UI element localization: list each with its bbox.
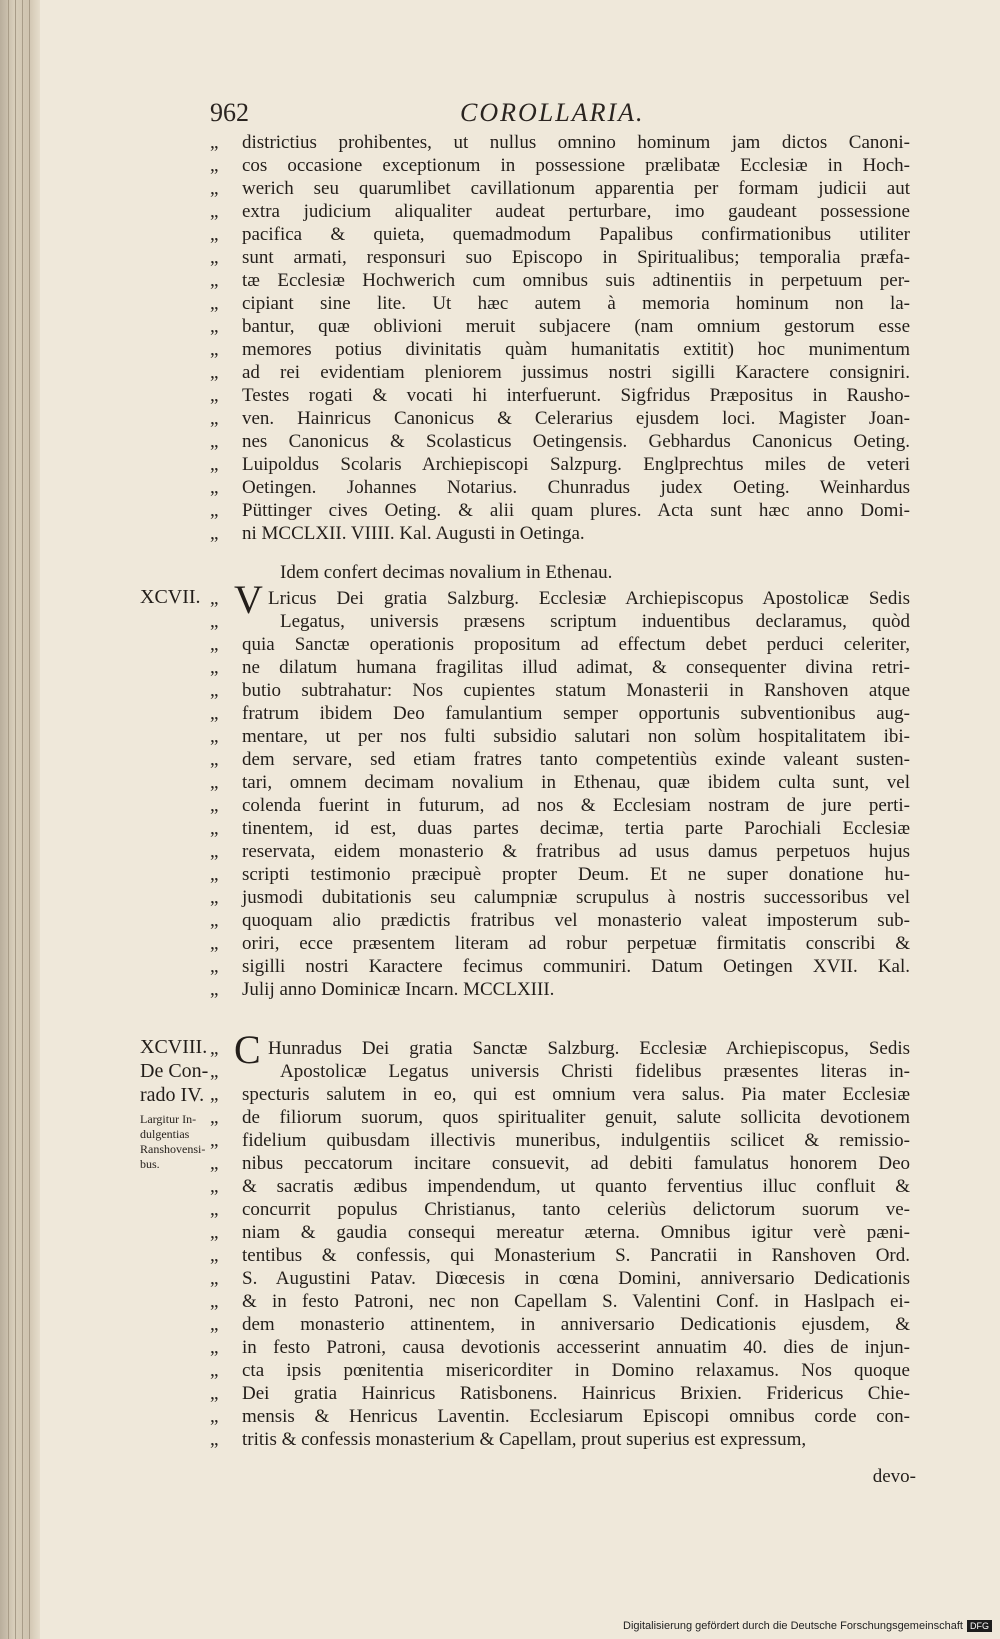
quote-mark: „: [210, 979, 219, 1000]
quote-mark: „: [210, 132, 219, 153]
page-edge: [0, 0, 40, 1639]
page-number: 962: [210, 98, 249, 127]
line-text: extra judicium aliqualiter audeat perturbare, imo gaudeant possessione: [242, 201, 910, 222]
quote-mark: „: [210, 339, 219, 360]
margin-note-line: bus.: [140, 1157, 160, 1171]
line-text: tari, omnem decimam novalium in Ethenau, quæ ibidem culta sunt, vel: [242, 772, 910, 793]
line-text: oriri, ecce præsentem literam ad robur perpetuæ firmitatis conscribi &: [242, 933, 910, 954]
line-text: tinentem, id est, duas partes decimæ, tertia parte Parochiali Ecclesiæ: [242, 818, 910, 839]
text-line: [210, 1199, 910, 1222]
quote-mark: „: [210, 680, 219, 701]
text-line: [210, 887, 910, 910]
text-line: [210, 132, 910, 155]
text-line: [210, 454, 910, 477]
quote-mark: „: [210, 454, 219, 475]
line-text: memores potius divinitatis quàm humanitatis extitit) hoc munimentum: [242, 339, 910, 360]
line-text: dem monasterio attinentem, in anniversario Dedicationis ejusdem, &: [242, 1314, 910, 1335]
quote-mark: „: [210, 247, 219, 268]
text-line: [210, 362, 910, 385]
quote-mark: „: [210, 887, 219, 908]
line-text: reservata, eidem monasterio & fratribus ad usus damus perpetuos hujus: [242, 841, 910, 862]
line-text: concurrit populus Christianus, tanto celeriùs delictorum suorum ve-: [242, 1199, 910, 1220]
quote-mark: „: [210, 795, 219, 816]
quote-mark: „: [210, 1176, 219, 1197]
line-text: scripti testimonio præcipuè propter Deum. Et ne super donatione hu-: [242, 864, 910, 885]
quote-mark: „: [210, 316, 219, 337]
text-block-2: [210, 588, 910, 1002]
text-line: [210, 703, 910, 726]
text-line: [210, 201, 910, 224]
quote-mark: „: [210, 864, 219, 885]
line-text: jusmodi dubitationis seu calumpniæ scrupulus à nostris successoribus vel: [242, 887, 910, 908]
text-line: [210, 1314, 910, 1337]
text-line: [210, 431, 910, 454]
line-text: mensis & Henricus Laventin. Ecclesiarum Episcopi omnibus corde con-: [242, 1406, 910, 1427]
quote-mark: „: [210, 841, 219, 862]
text-line: [210, 1429, 910, 1452]
quote-mark: „: [210, 1383, 219, 1404]
margin-note: [140, 1112, 205, 1172]
text-line: [210, 956, 910, 979]
text-line: [210, 611, 910, 634]
text-line: [210, 293, 910, 316]
quote-mark: „: [210, 772, 219, 793]
text-line: [210, 1291, 910, 1314]
text-line: [210, 1061, 910, 1084]
text-line: [210, 1360, 910, 1383]
text-line: [210, 634, 910, 657]
catchword: devo-: [872, 1466, 916, 1487]
quote-mark: „: [210, 178, 219, 199]
line-text: fratrum ibidem Deo famulantium semper opportunis subventionibus aug-: [242, 703, 910, 724]
text-line: [210, 1176, 910, 1199]
text-line: [210, 247, 910, 270]
running-title: COROLLARIA.: [460, 98, 645, 127]
line-text: Dei gratia Hainricus Ratisbonens. Hainricus Brixien. Fridericus Chie-: [242, 1383, 910, 1404]
line-text: Hunradus Dei gratia Sanctæ Salzburg. Ecclesiæ Archiepiscopus, Sedis: [268, 1038, 910, 1059]
margin-title-2: rado IV.: [140, 1084, 205, 1106]
line-text: Julij anno Dominicæ Incarn. MCCLXIII.: [242, 979, 555, 1000]
quote-mark: „: [210, 1084, 219, 1105]
quote-mark: „: [210, 1153, 219, 1174]
margin-note-line: Ranshovensi-: [140, 1142, 206, 1156]
page-header: [210, 98, 910, 132]
quote-mark: „: [210, 1337, 219, 1358]
margin-title-1: De Con-: [140, 1060, 209, 1082]
text-line: [210, 841, 910, 864]
quote-mark: „: [210, 956, 219, 977]
quote-mark: „: [210, 749, 219, 770]
text-line: [210, 1245, 910, 1268]
line-text: Oetingen. Johannes Notarius. Chunradus judex Oeting. Weinhardus: [242, 477, 910, 498]
quote-mark: „: [210, 1199, 219, 1220]
text-line: [210, 749, 910, 772]
line-text: Lricus Dei gratia Salzburg. Ecclesiæ Archiepiscopus Apostolicæ Sedis: [268, 588, 910, 609]
line-text: de filiorum suorum, quos spiritualiter genuit, salute sollicita devotionem: [242, 1107, 910, 1128]
quote-mark: „: [210, 1268, 219, 1289]
text-line: [210, 1107, 910, 1130]
text-line: [210, 864, 910, 887]
text-line: [210, 339, 910, 362]
text-line: [210, 1268, 910, 1291]
text-line: [210, 270, 910, 293]
text-line: [210, 657, 910, 680]
quote-mark: „: [210, 1429, 219, 1450]
quote-mark: „: [210, 910, 219, 931]
text-line: [210, 1153, 910, 1176]
line-text: sigilli nostri Karactere fecimus communiri. Datum Oetingen XVII. Kal.: [242, 956, 910, 977]
text-line: [210, 1130, 910, 1153]
text-line: [210, 155, 910, 178]
quote-mark: „: [210, 385, 219, 406]
text-line: [210, 523, 910, 546]
line-text: Legatus, universis præsens scriptum induentibus declaramus, quòd: [280, 611, 910, 632]
quote-mark: „: [210, 293, 219, 314]
quote-mark: „: [210, 657, 219, 678]
text-line: [210, 500, 910, 523]
line-text: nes Canonicus & Scolasticus Oetingensis. Gebhardus Canonicus Oeting.: [242, 431, 910, 452]
text-line: [210, 588, 910, 611]
line-text: mentare, ut per nos fulti subsidio salutari non solùm hospitalitatem ibi-: [242, 726, 910, 747]
text-line: [210, 1222, 910, 1245]
line-text: quia Sanctæ operationis propositum ad effectum debet perduci celeriter,: [242, 634, 910, 655]
quote-mark: „: [210, 818, 219, 839]
quote-mark: „: [210, 1038, 219, 1059]
text-line: [210, 680, 910, 703]
quote-mark: „: [210, 611, 219, 632]
quote-mark: „: [210, 224, 219, 245]
quote-mark: „: [210, 362, 219, 383]
line-text: butio subtrahatur: Nos cupientes statum Monasterii in Ranshoven atque: [242, 680, 910, 701]
text-line: [210, 795, 910, 818]
line-text: ad rei evidentiam pleniorem jussimus nostri sigilli Karactere consigniri.: [242, 362, 910, 383]
dfg-logo-icon: DFG: [967, 1620, 992, 1632]
quote-mark: „: [210, 1245, 219, 1266]
text-line: [210, 818, 910, 841]
text-line: [210, 1038, 910, 1061]
quote-mark: „: [210, 1107, 219, 1128]
digitization-footer: [623, 1620, 992, 1632]
quote-mark: „: [210, 703, 219, 724]
line-text: dem servare, sed etiam fratres tanto competentiùs exinde valeant susten-: [242, 749, 910, 770]
margin-note-line: Largitur In-: [140, 1112, 197, 1126]
text-line: [210, 979, 910, 1002]
text-line: [210, 772, 910, 795]
line-text: niam & gaudia consequi mereatur æterna. Omnibus igitur verè pæni-: [242, 1222, 910, 1243]
quote-mark: „: [210, 523, 219, 544]
line-text: colenda fuerint in futurum, ad nos & Ecclesiam nostram de jure perti-: [242, 795, 910, 816]
line-text: cos occasione exceptionum in possessione prælibatæ Ecclesiæ in Hoch-: [242, 155, 910, 176]
section-number-97: XCVII.: [140, 586, 201, 608]
line-text: ne dilatum humana fragilitas illud adimat, & consequenter divina retri-: [242, 657, 910, 678]
quote-mark: „: [210, 1406, 219, 1427]
quote-mark: „: [210, 408, 219, 429]
line-text: tæ Ecclesiæ Hochwerich cum omnibus suis adtinentiis in perpetuum per-: [242, 270, 910, 291]
text-line: [210, 910, 910, 933]
section-number-98: XCVIII.: [140, 1036, 208, 1058]
line-text: sunt armati, responsuri suo Episcopo in Spiritualibus; temporalia præfa-: [242, 247, 910, 268]
line-text: Luipoldus Scolaris Archiepiscopi Salzpurg. Englprechtus miles de veteri: [242, 454, 910, 475]
line-text: ni MCCLXII. VIIII. Kal. Augusti in Oetinga.: [242, 523, 585, 544]
text-line: [210, 178, 910, 201]
line-text: specturis salutem in eo, qui est omnium vera salus. Pia mater Ecclesiæ: [242, 1084, 910, 1105]
line-text: in festo Patroni, causa devotionis accesserint annuatim 40. dies de injun-: [242, 1337, 910, 1358]
line-text: Apostolicæ Legatus universis Christi fidelibus præsentes literas in-: [280, 1061, 910, 1082]
quote-mark: „: [210, 500, 219, 521]
text-line: [210, 1406, 910, 1429]
line-text: quoquam alio prædictis fratribus vel monasterio valeat imposterum sub-: [242, 910, 910, 931]
line-text: tritis & confessis monasterium & Capellam, prout superius est expressum,: [242, 1429, 807, 1450]
line-text: fidelium quibusdam illectivis muneribus, indulgentiis scilicet & remissio-: [242, 1130, 910, 1151]
line-text: & sacratis ædibus impendendum, ut quanto ferventius illuc confluit &: [242, 1176, 910, 1197]
text-line: [210, 316, 910, 339]
line-text: S. Augustini Patav. Diœcesis in cœna Domini, anniversario Dedicationis: [242, 1268, 910, 1289]
section-heading: Idem confert decimas novalium in Ethenau.: [280, 562, 613, 583]
quote-mark: „: [210, 201, 219, 222]
quote-mark: „: [210, 933, 219, 954]
quote-mark: „: [210, 634, 219, 655]
line-text: ven. Hainricus Canonicus & Celerarius ejusdem loci. Magister Joan-: [242, 408, 910, 429]
quote-mark: „: [210, 1314, 219, 1335]
line-text: Testes rogati & vocati hi interfuerunt. Sigfridus Præpositus in Rausho-: [242, 385, 910, 406]
text-line: [210, 385, 910, 408]
line-text: werich seu quarumlibet cavillationum apparentia per formam judicii aut: [242, 178, 910, 199]
text-block-1: [210, 132, 910, 546]
line-text: Püttinger cives Oeting. & alii quam plures. Acta sunt hæc anno Domi-: [242, 500, 910, 521]
margin-note-line: dulgentias: [140, 1127, 190, 1141]
quote-mark: „: [210, 1291, 219, 1312]
quote-mark: „: [210, 588, 219, 609]
text-line: [210, 726, 910, 749]
line-text: nibus peccatorum incitare consuevit, ad debiti famulatus honorem Deo: [242, 1153, 910, 1174]
text-line: [210, 1084, 910, 1107]
line-text: bantur, quæ oblivioni meruit subjacere (nam omnium gestorum esse: [242, 316, 910, 337]
drop-capital-c: C: [234, 1027, 261, 1072]
quote-mark: „: [210, 1130, 219, 1151]
line-text: cipiant sine lite. Ut hæc autem à memoria hominum non la-: [242, 293, 910, 314]
text-line: [210, 1337, 910, 1360]
line-text: tentibus & confessis, qui Monasterium S. Pancratii in Ranshoven Ord.: [242, 1245, 910, 1266]
quote-mark: „: [210, 155, 219, 176]
text-line: [210, 408, 910, 431]
line-text: cta ipsis pœnitentia misericorditer in Domino relaxamus. Nos quoque: [242, 1360, 910, 1381]
quote-mark: „: [210, 726, 219, 747]
line-text: pacifica & quieta, quemadmodum Papalibus confirmationibus utiliter: [242, 224, 910, 245]
quote-mark: „: [210, 431, 219, 452]
text-line: [210, 933, 910, 956]
drop-capital-v: V: [234, 577, 263, 622]
footer-text: Digitalisierung gefördert durch die Deutsche Forschungsgemeinschaft: [623, 1620, 963, 1632]
text-line: [210, 1383, 910, 1406]
line-text: & in festo Patroni, nec non Capellam S. Valentini Conf. in Haslpach ei-: [242, 1291, 910, 1312]
text-block-3: [210, 1038, 910, 1452]
quote-mark: „: [210, 1222, 219, 1243]
quote-mark: „: [210, 1360, 219, 1381]
quote-mark: „: [210, 270, 219, 291]
text-line: [210, 477, 910, 500]
quote-mark: „: [210, 477, 219, 498]
line-text: districtius prohibentes, ut nullus omnino hominum jam dictos Canoni-: [242, 132, 910, 153]
quote-mark: „: [210, 1061, 219, 1082]
text-line: [210, 224, 910, 247]
